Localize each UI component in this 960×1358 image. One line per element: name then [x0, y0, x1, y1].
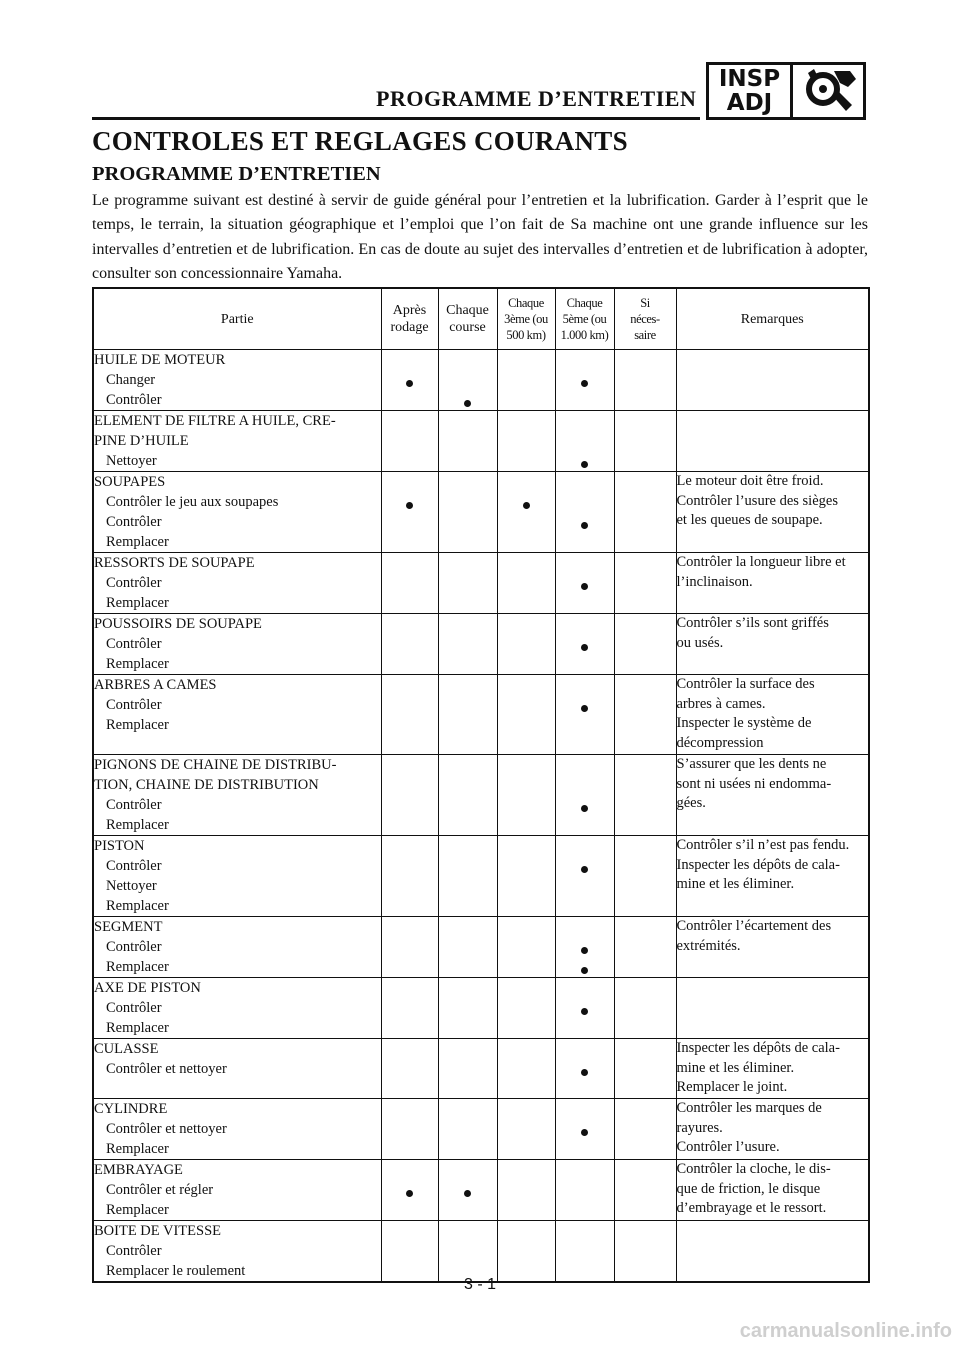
- interval-cell: [438, 411, 497, 472]
- remarks-cell: [676, 836, 869, 917]
- remark-line: l’inclinaison.: [676, 573, 753, 590]
- schedule-dot: [581, 1008, 588, 1015]
- badge-text: [709, 65, 793, 117]
- remark-line: Contrôler s’ils sont griffés: [676, 615, 829, 631]
- interval-cell: [497, 472, 555, 553]
- header-line: Après: [392, 303, 427, 318]
- remarks-cell: [676, 350, 869, 411]
- header-line: rodage: [390, 320, 429, 335]
- part-action: Contrôler et nettoyer: [106, 1121, 227, 1137]
- schedule-dot: [581, 1129, 588, 1136]
- remark-line: rayures.: [676, 1119, 723, 1136]
- header-title: PROGRAMME D’ENTRETIEN: [376, 86, 697, 111]
- remark-line: mine et les éliminer.: [676, 876, 795, 892]
- part-action: Contrôler: [106, 1000, 162, 1016]
- part-cell: [93, 1039, 381, 1099]
- interval-cell: [497, 614, 555, 675]
- table-row: [93, 836, 869, 917]
- remarks-cell: [676, 472, 869, 553]
- interval-cell: [614, 917, 676, 978]
- interval-cell: [555, 917, 614, 978]
- part-action: Contrôler et nettoyer: [106, 1061, 227, 1077]
- interval-cell: [555, 411, 614, 472]
- remark-line: S’assurer que les dents ne: [676, 756, 827, 772]
- interval-cell: [381, 1221, 438, 1283]
- interval-cell: [381, 1160, 438, 1221]
- header-if-needed: [614, 288, 676, 350]
- part-action: Contrôler et régler: [106, 1182, 214, 1198]
- part-title: POUSSOIRS DE SOUPAPE: [94, 616, 262, 632]
- interval-cell: [438, 553, 497, 614]
- interval-cell: [614, 350, 676, 411]
- part-title: TION, CHAINE DE DISTRIBUTION: [94, 777, 319, 793]
- remark-line: et les queues de soupape.: [676, 512, 823, 528]
- interval-cell: [438, 978, 497, 1039]
- schedule-dot: [581, 644, 588, 651]
- part-title: CYLINDRE: [94, 1101, 168, 1117]
- part-action: Nettoyer: [106, 878, 157, 894]
- header-part: Partie: [93, 288, 381, 350]
- remarks-cell: [676, 1160, 869, 1221]
- header-line: course: [449, 320, 486, 335]
- header-every-5th: [555, 288, 614, 350]
- interval-cell: [438, 350, 497, 411]
- schedule-dot: [581, 583, 588, 590]
- header-after-break-in: [381, 288, 438, 350]
- interval-cell: [497, 350, 555, 411]
- interval-cell: [381, 614, 438, 675]
- part-title: BOITE DE VITESSE: [94, 1223, 222, 1239]
- interval-cell: [438, 472, 497, 553]
- page-number: 3 - 1: [463, 1276, 496, 1293]
- schedule-dot: [581, 866, 588, 873]
- interval-cell: [555, 978, 614, 1039]
- interval-cell: [381, 411, 438, 472]
- header-every-3rd: [497, 288, 555, 350]
- remark-line: Contrôler la surface des: [676, 676, 815, 692]
- interval-cell: [497, 978, 555, 1039]
- table-row: [93, 553, 869, 614]
- remark-line: Contrôler l’usure.: [676, 1139, 780, 1155]
- interval-cell: [438, 836, 497, 917]
- part-cell: [93, 472, 381, 553]
- schedule-dot: [581, 461, 588, 468]
- part-cell: [93, 350, 381, 411]
- watermark: carmanualsonline.info: [739, 1320, 952, 1342]
- schedule-dot: [406, 1190, 413, 1197]
- part-action: Contrôler le jeu aux soupapes: [106, 494, 279, 510]
- table-row: [93, 917, 869, 978]
- schedule-dot: [581, 967, 588, 974]
- interval-cell: [614, 836, 676, 917]
- part-cell: [93, 1221, 381, 1283]
- remark-line: mine et les éliminer.: [676, 1059, 795, 1076]
- remark-line: que de friction, le disque: [676, 1180, 821, 1197]
- remark-line: gées.: [676, 795, 706, 811]
- interval-cell: [381, 675, 438, 755]
- part-title: SOUPAPES: [94, 474, 166, 490]
- part-cell: [93, 553, 381, 614]
- interval-cell: [555, 1160, 614, 1221]
- part-action: Remplacer: [106, 1141, 169, 1157]
- part-action: Contrôler: [106, 392, 162, 408]
- interval-cell: [381, 1099, 438, 1160]
- part-cell: [93, 1099, 381, 1160]
- part-title: EMBRAYAGE: [94, 1162, 183, 1178]
- part-action: Contrôler: [106, 797, 162, 813]
- interval-cell: [381, 1039, 438, 1099]
- schedule-dot: [523, 502, 530, 509]
- header-line: saire: [634, 328, 656, 342]
- header-line: 3ème (ou: [504, 312, 548, 326]
- interval-cell: [381, 836, 438, 917]
- part-cell: [93, 836, 381, 917]
- remark-line: décompression: [676, 734, 764, 751]
- header-line: 5ème (ou: [562, 312, 607, 326]
- part-action: Remplacer: [106, 717, 169, 733]
- interval-cell: [555, 472, 614, 553]
- remarks-cell: [676, 978, 869, 1039]
- table-row: [93, 1039, 869, 1099]
- header-rule: [92, 117, 700, 120]
- remarks-cell: [676, 675, 869, 755]
- table-row: [93, 411, 869, 472]
- interval-cell: [555, 1099, 614, 1160]
- interval-cell: [614, 1221, 676, 1283]
- table-row: [93, 472, 869, 553]
- table-row: [93, 614, 869, 675]
- interval-cell: [438, 1160, 497, 1221]
- part-action: Contrôler: [106, 636, 162, 652]
- interval-cell: [614, 755, 676, 836]
- interval-cell: [555, 1221, 614, 1283]
- remarks-cell: [676, 614, 869, 675]
- part-cell: [93, 411, 381, 472]
- header-line: néces-: [630, 312, 660, 326]
- part-action: Contrôler: [106, 697, 162, 713]
- badge-line-1: INSP: [718, 66, 781, 92]
- part-action: Contrôler: [106, 939, 162, 955]
- header-line: 1.000 km): [560, 328, 609, 342]
- part-action: Contrôler: [106, 575, 162, 591]
- part-title: PISTON: [94, 838, 145, 854]
- part-action: Contrôler: [106, 1243, 162, 1259]
- part-cell: [93, 675, 381, 755]
- interval-cell: [555, 553, 614, 614]
- remark-line: ou usés.: [676, 634, 724, 651]
- part-action: Remplacer: [106, 1202, 169, 1218]
- interval-cell: [438, 1099, 497, 1160]
- remark-line: Contrôler les marques de: [676, 1100, 822, 1116]
- interval-cell: [381, 978, 438, 1039]
- remark-line: Contrôler la longueur libre et: [676, 554, 846, 570]
- part-title: HUILE DE MOTEUR: [94, 352, 226, 368]
- schedule-dot: [581, 947, 588, 954]
- interval-cell: [555, 614, 614, 675]
- part-action: Contrôler: [106, 858, 162, 874]
- part-cell: [93, 614, 381, 675]
- header-line: Chaque: [446, 303, 489, 318]
- schedule-dot: [581, 1069, 588, 1076]
- part-title: RESSORTS DE SOUPAPE: [94, 555, 255, 571]
- interval-cell: [614, 1099, 676, 1160]
- maintenance-schedule-table: [92, 287, 870, 1283]
- interval-cell: [497, 836, 555, 917]
- remark-line: extrémités.: [676, 937, 741, 954]
- part-title: ARBRES A CAMES: [94, 677, 217, 693]
- interval-cell: [614, 1039, 676, 1099]
- header-line: 500 km): [506, 328, 546, 342]
- interval-cell: [438, 1039, 497, 1099]
- remark-line: sont ni usées ni endomma-: [676, 775, 832, 792]
- table-body: [93, 350, 869, 1283]
- interval-cell: [555, 675, 614, 755]
- interval-cell: [438, 1221, 497, 1283]
- interval-cell: [614, 978, 676, 1039]
- table-row: [93, 1221, 869, 1283]
- header-line: Chaque: [566, 296, 603, 310]
- part-action: Remplacer: [106, 898, 169, 914]
- header-line: Si: [640, 296, 650, 310]
- schedule-dot: [406, 380, 413, 387]
- part-action: Remplacer le roulement: [106, 1263, 246, 1279]
- part-action: Remplacer: [106, 534, 169, 550]
- remarks-cell: [676, 553, 869, 614]
- table-row: [93, 350, 869, 411]
- interval-cell: [555, 836, 614, 917]
- part-title: CULASSE: [94, 1041, 159, 1057]
- interval-cell: [614, 614, 676, 675]
- interval-cell: [438, 675, 497, 755]
- interval-cell: [438, 614, 497, 675]
- part-title: SEGMENT: [94, 919, 163, 935]
- interval-cell: [381, 755, 438, 836]
- remark-line: Inspecter le système de: [676, 715, 812, 731]
- interval-cell: [381, 553, 438, 614]
- remark-line: Contrôler l’écartement des: [676, 918, 832, 934]
- part-action: Remplacer: [106, 656, 169, 672]
- interval-cell: [497, 675, 555, 755]
- schedule-dot: [406, 502, 413, 509]
- part-title: PIGNONS DE CHAINE DE DISTRIBU-: [94, 757, 337, 773]
- remark-line: Inspecter les dépôts de cala-: [676, 1040, 840, 1056]
- interval-cell: [497, 1039, 555, 1099]
- remarks-cell: [676, 411, 869, 472]
- interval-cell: [497, 411, 555, 472]
- badge-line-2: ADJ: [726, 90, 773, 116]
- table-row: [93, 755, 869, 836]
- part-action: Contrôler: [106, 514, 162, 530]
- schedule-dot: [581, 705, 588, 712]
- part-action: Remplacer: [106, 959, 169, 975]
- interval-cell: [497, 917, 555, 978]
- main-title: CONTROLES ET REGLAGES COURANTS: [92, 126, 628, 156]
- interval-cell: [438, 917, 497, 978]
- remark-line: arbres à cames.: [676, 695, 766, 712]
- interval-cell: [381, 350, 438, 411]
- part-action: Remplacer: [106, 595, 169, 611]
- interval-cell: [381, 917, 438, 978]
- interval-cell: [497, 755, 555, 836]
- remarks-cell: [676, 1221, 869, 1283]
- interval-cell: [497, 1099, 555, 1160]
- part-title: AXE DE PISTON: [94, 980, 201, 996]
- part-cell: [93, 917, 381, 978]
- table-row: [93, 1099, 869, 1160]
- remarks-cell: [676, 755, 869, 836]
- interval-cell: [614, 675, 676, 755]
- wrench-inspection-icon: [796, 65, 863, 117]
- remark-line: Inspecter les dépôts de cala-: [676, 856, 840, 873]
- remarks-cell: [676, 1039, 869, 1099]
- part-cell: [93, 755, 381, 836]
- schedule-dot: [464, 400, 471, 407]
- part-action: Nettoyer: [106, 453, 157, 469]
- part-action: Remplacer: [106, 1020, 169, 1036]
- interval-cell: [614, 472, 676, 553]
- table-header-row: [93, 288, 869, 350]
- table-row: [93, 1160, 869, 1221]
- schedule-dot: [464, 1190, 471, 1197]
- table-row: [93, 978, 869, 1039]
- remark-line: Contrôler l’usure des sièges: [676, 492, 838, 509]
- interval-cell: [555, 350, 614, 411]
- schedule-dot: [581, 522, 588, 529]
- interval-cell: [614, 411, 676, 472]
- interval-cell: [497, 1160, 555, 1221]
- remarks-cell: [676, 1099, 869, 1160]
- interval-cell: [614, 1160, 676, 1221]
- schedule-dot: [581, 380, 588, 387]
- part-cell: [93, 1160, 381, 1221]
- part-action: Remplacer: [106, 817, 169, 833]
- interval-cell: [555, 1039, 614, 1099]
- remark-line: Remplacer le joint.: [676, 1079, 788, 1095]
- remarks-cell: [676, 917, 869, 978]
- sub-title: PROGRAMME D’ENTRETIEN: [92, 163, 381, 185]
- intro-paragraph: Le programme suivant est destiné à servir de guide général pour l’entretien et la lubrification. Garder à l’esprit que le temps, le terrain, la situation géographique et l’emploi que l’on fait de Sa machine ont une grande influence sur les intervalles d’entretien et de lubrification. En cas de doute au sujet des intervalles d’entretien et de lubrification à adopter, consulter son concessionnaire Yamaha.: [92, 192, 868, 282]
- interval-cell: [614, 553, 676, 614]
- remark-line: d’embrayage et le ressort.: [676, 1200, 827, 1216]
- interval-cell: [555, 755, 614, 836]
- part-title: ELEMENT DE FILTRE A HUILE, CRE-: [94, 413, 336, 429]
- part-title: PINE D’HUILE: [94, 433, 189, 449]
- remark-line: Contrôler s’il n’est pas fendu.: [676, 837, 850, 853]
- interval-cell: [497, 1221, 555, 1283]
- insp-adj-badge: [706, 62, 866, 120]
- remark-line: Contrôler la cloche, le dis-: [676, 1161, 831, 1177]
- header-every-race: [438, 288, 497, 350]
- schedule-dot: [581, 805, 588, 812]
- header-line: Chaque: [508, 296, 544, 310]
- interval-cell: [497, 553, 555, 614]
- table-row: [93, 675, 869, 755]
- interval-cell: [381, 472, 438, 553]
- part-cell: [93, 978, 381, 1039]
- part-action: Changer: [106, 372, 156, 388]
- remark-line: Le moteur doit être froid.: [676, 473, 824, 489]
- header-remarks: Remarques: [676, 288, 869, 350]
- interval-cell: [438, 755, 497, 836]
